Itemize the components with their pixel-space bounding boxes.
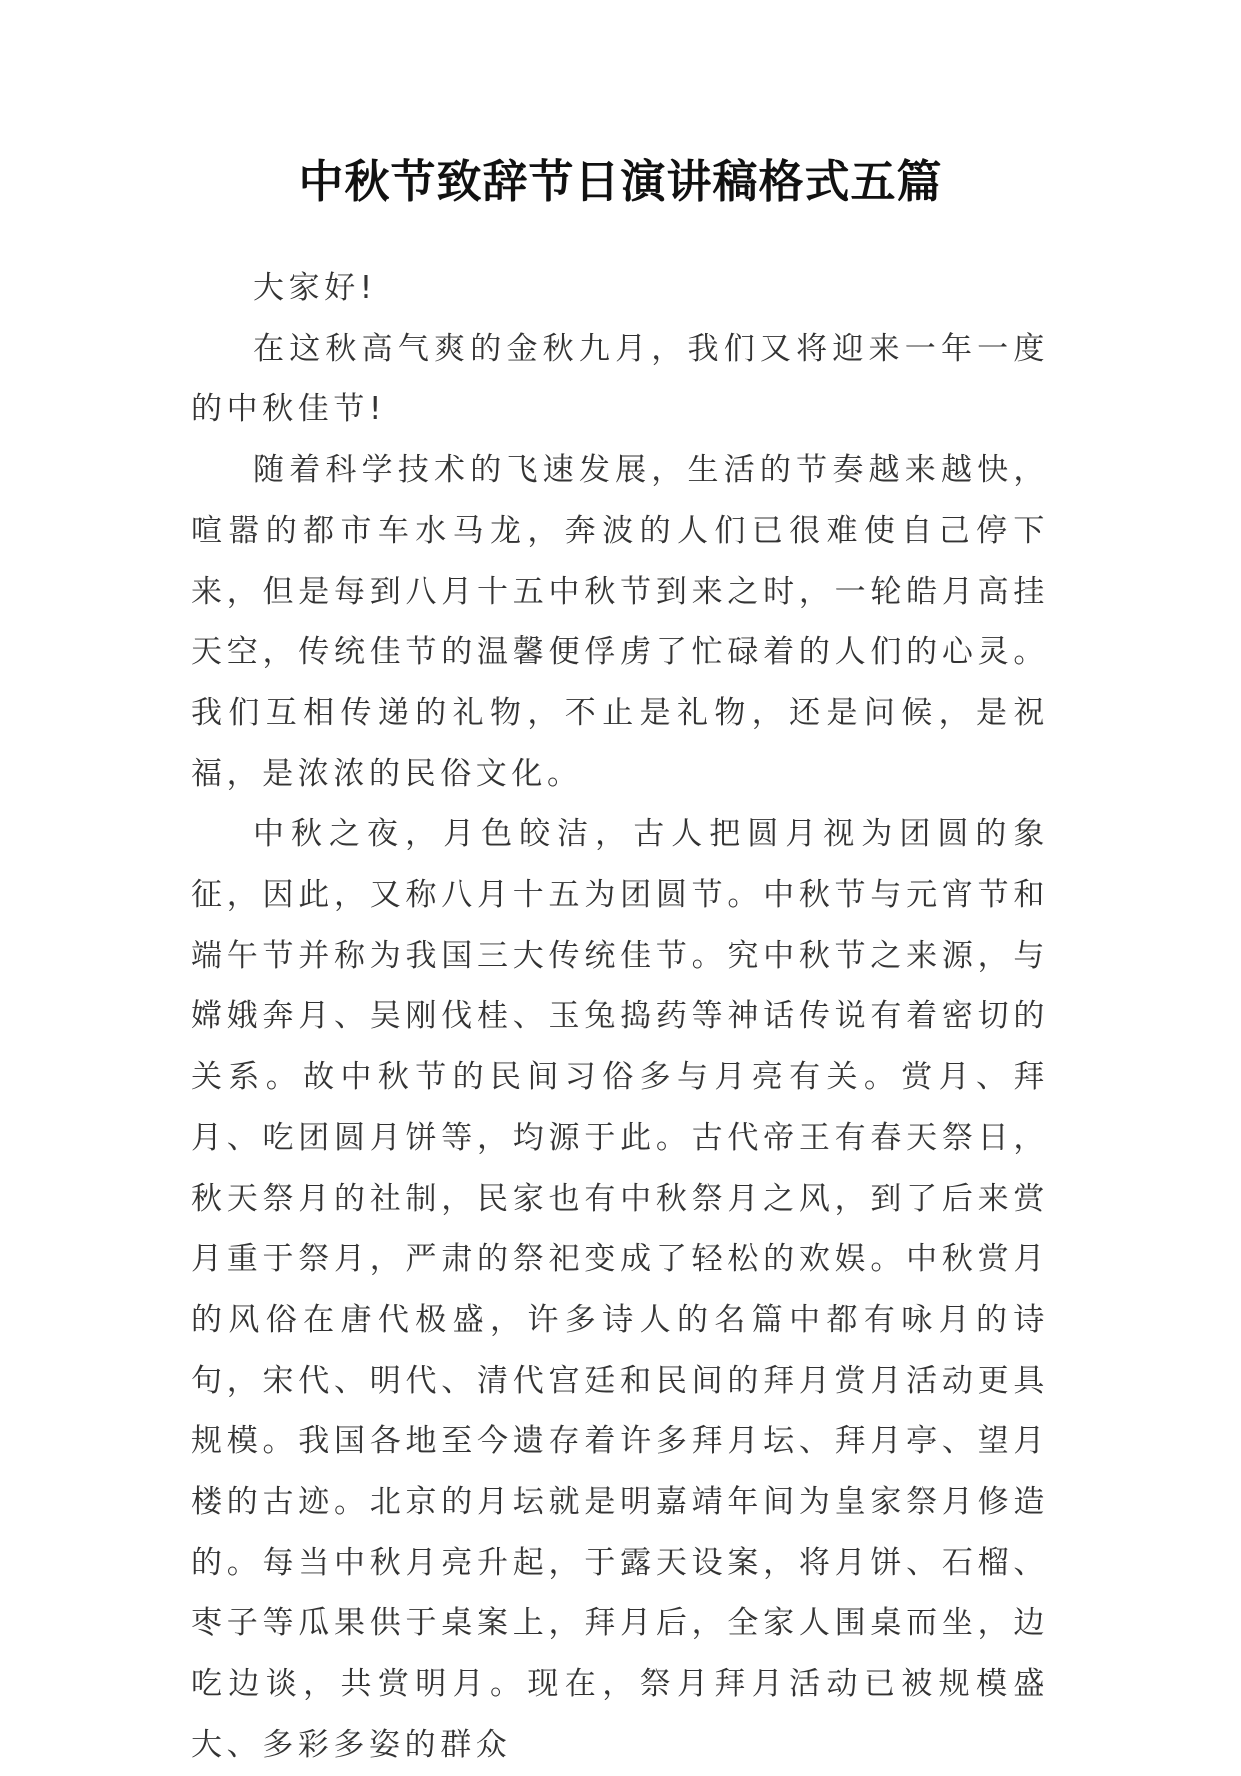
paragraph-modern-life: 随着科学技术的飞速发展，生活的节奏越来越快，喧嚣的都市车水马龙，奔波的人们已很难使自己停下来，但是每到八月十五中秋节到来之时，一轮皓月高挂天空，传统佳节的温馨便俘虏了忙碌着的人们的心灵。我们互相传递的礼物，不止是礼物，还是问候，是祝福，是浓浓的民俗文化。	[191, 452, 1049, 792]
document-title: 中秋节致辞节日演讲稿格式五篇	[298, 155, 943, 208]
document-body	[191, 258, 1049, 1776]
paragraph-mid-autumn-history: 中秋之夜，月色皎洁，古人把圆月视为团圆的象征，因此，又称八月十五为团圆节。中秋节与元宵节和端午节并称为我国三大传统佳节。究中秋节之来源，与嫦娥奔月、吴刚伐桂、玉兔捣药等神话传说有着密切的关系。故中秋节的民间习俗多与月亮有关。赏月、拜月、吃团圆月饼等，均源于此。古代帝王有春天祭日，秋天祭月的社制，民家也有中秋祭月之风，到了后来赏月重于祭月，严肃的祭祀变成了轻松的欢娱。中秋赏月的风俗在唐代极盛，许多诗人的名篇中都有咏月的诗句，宋代、明代、清代宫廷和民间的拜月赏月活动更具规模。我国各地至今遗存着许多拜月坛、拜月亭、望月楼的古迹。北京的月坛就是明嘉靖年间为皇家祭月修造的。每当中秋月亮升起，于露天设案，将月饼、石榴、枣子等瓜果供于桌案上，拜月后，全家人围桌而坐，边吃边谈，共赏明月。现在，祭月拜月活动已被规模盛大、多彩多姿的群众	[191, 816, 1049, 1763]
paragraph-intro: 在这秋高气爽的金秋九月，我们又将迎来一年一度的中秋佳节!	[191, 330, 1049, 428]
paragraph-greeting: 大家好!	[253, 270, 377, 306]
